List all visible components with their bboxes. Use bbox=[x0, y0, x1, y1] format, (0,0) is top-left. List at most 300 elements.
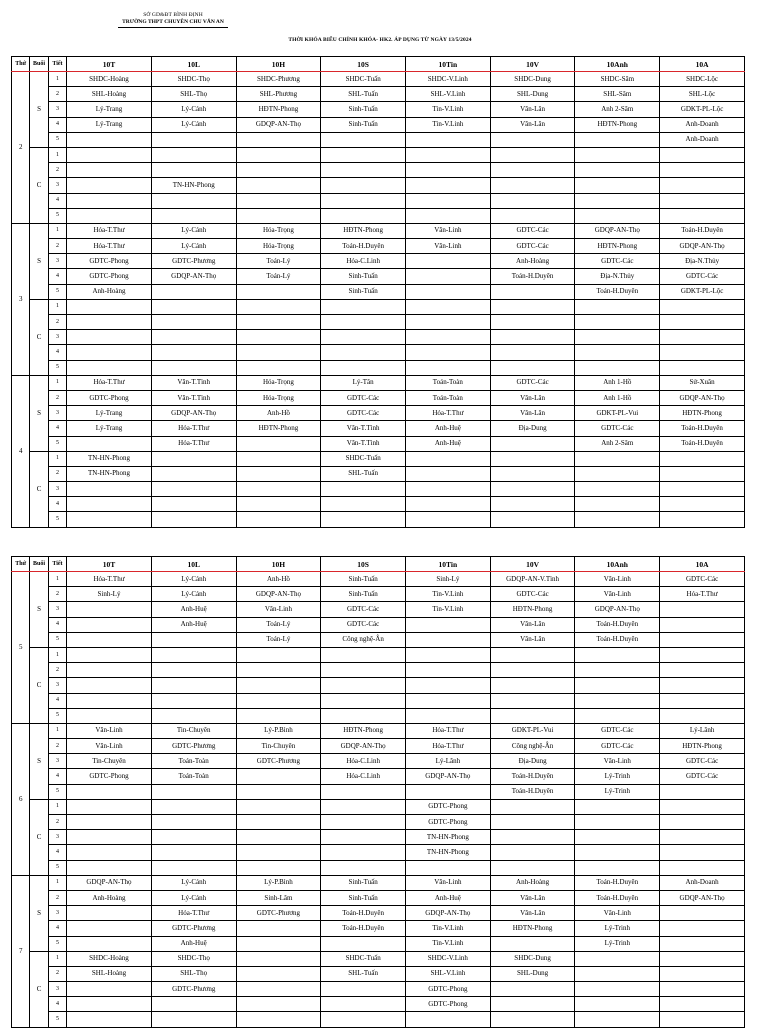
lesson-cell: SHDC-Dung bbox=[490, 951, 575, 966]
lesson-cell: GDTC-Các bbox=[490, 587, 575, 602]
lesson-cell: Hóa-T.Thư bbox=[67, 572, 152, 587]
lesson-cell: SHL-V.Linh bbox=[406, 966, 491, 981]
lesson-cell bbox=[660, 147, 745, 162]
lesson-cell bbox=[151, 345, 236, 360]
lesson-cell: Hóa-Trọng bbox=[236, 390, 321, 405]
lesson-cell: Lý-Tân bbox=[321, 375, 406, 390]
header-class: 10A bbox=[660, 57, 745, 72]
header-class: 10S bbox=[321, 557, 406, 572]
lesson-cell bbox=[151, 147, 236, 162]
period-cell: 5 bbox=[48, 784, 66, 799]
lesson-cell bbox=[236, 178, 321, 193]
lesson-cell bbox=[67, 602, 152, 617]
table-row bbox=[12, 102, 745, 117]
lesson-cell: Anh-Huệ bbox=[406, 436, 491, 451]
lesson-cell bbox=[660, 466, 745, 481]
lesson-cell: Hóa-Trọng bbox=[236, 223, 321, 238]
header-class: 10V bbox=[490, 57, 575, 72]
lesson-cell bbox=[321, 815, 406, 830]
lesson-cell bbox=[490, 1012, 575, 1027]
table-row bbox=[12, 132, 745, 147]
lesson-cell bbox=[236, 315, 321, 330]
lesson-cell: Hóa-T.Thư bbox=[151, 421, 236, 436]
period-cell: 2 bbox=[48, 239, 66, 254]
lesson-cell: GDKT-PL-Vui bbox=[490, 723, 575, 738]
lesson-cell: GDTC-Phong bbox=[67, 254, 152, 269]
lesson-cell bbox=[660, 906, 745, 921]
header-class: 10A bbox=[660, 557, 745, 572]
lesson-cell: Toán-H.Duyên bbox=[490, 784, 575, 799]
lesson-cell: Toán-H.Duyên bbox=[575, 632, 660, 647]
lesson-cell bbox=[67, 163, 152, 178]
lesson-cell bbox=[406, 284, 491, 299]
lesson-cell: SHL-Dung bbox=[490, 966, 575, 981]
lesson-cell bbox=[406, 678, 491, 693]
session-cell: C bbox=[30, 451, 48, 527]
table-row bbox=[12, 239, 745, 254]
lesson-cell bbox=[575, 982, 660, 997]
table-row bbox=[12, 723, 745, 738]
period-cell: 2 bbox=[48, 663, 66, 678]
period-cell: 3 bbox=[48, 830, 66, 845]
lesson-cell bbox=[236, 997, 321, 1012]
timetable-title: THỜI KHÓA BIỂU CHÍNH KHÓA- HK2. ÁP DỤNG TỪ NGÀY 13/5/2024 bbox=[288, 37, 472, 43]
lesson-cell: SHL-Tuấn bbox=[321, 966, 406, 981]
table-row bbox=[12, 72, 745, 87]
lesson-cell: Toán-H.Duyên bbox=[660, 223, 745, 238]
lesson-cell bbox=[406, 269, 491, 284]
lesson-cell: Lý-Cảnh bbox=[151, 587, 236, 602]
lesson-cell: Toán-Toàn bbox=[406, 375, 491, 390]
lesson-cell bbox=[151, 284, 236, 299]
lesson-cell bbox=[321, 997, 406, 1012]
day-cell: 4 bbox=[12, 375, 30, 527]
department-name: SỞ GD&ĐT BÌNH ĐỊNH bbox=[143, 12, 203, 18]
lesson-cell: Anh-Hồ bbox=[236, 572, 321, 587]
lesson-cell bbox=[236, 982, 321, 997]
lesson-cell: Hóa-T.Thư bbox=[660, 587, 745, 602]
lesson-cell bbox=[67, 299, 152, 314]
lesson-cell bbox=[406, 512, 491, 527]
lesson-cell: Anh-Doanh bbox=[660, 132, 745, 147]
lesson-cell: Tin-V.Linh bbox=[406, 117, 491, 132]
lesson-cell: SHDC-V.Linh bbox=[406, 951, 491, 966]
table-row bbox=[12, 982, 745, 997]
lesson-cell: GDTC-Phương bbox=[236, 906, 321, 921]
lesson-cell: GDQP-AN-Thọ bbox=[406, 769, 491, 784]
lesson-cell bbox=[321, 345, 406, 360]
lesson-cell bbox=[490, 147, 575, 162]
lesson-cell bbox=[660, 617, 745, 632]
header-session: Buổi bbox=[30, 557, 48, 572]
lesson-cell bbox=[321, 178, 406, 193]
table-row bbox=[12, 678, 745, 693]
lesson-cell bbox=[575, 360, 660, 375]
lesson-cell bbox=[236, 345, 321, 360]
lesson-cell bbox=[236, 784, 321, 799]
period-cell: 5 bbox=[48, 936, 66, 951]
lesson-cell bbox=[575, 451, 660, 466]
lesson-cell: GDQP-AN-Thọ bbox=[406, 906, 491, 921]
lesson-cell bbox=[236, 451, 321, 466]
lesson-cell bbox=[575, 193, 660, 208]
period-cell: 2 bbox=[48, 966, 66, 981]
lesson-cell: GDQP-AN-Thọ bbox=[67, 875, 152, 890]
lesson-cell bbox=[490, 845, 575, 860]
period-cell: 5 bbox=[48, 208, 66, 223]
lesson-cell bbox=[151, 799, 236, 814]
lesson-cell bbox=[67, 815, 152, 830]
document-header bbox=[108, 12, 238, 28]
lesson-cell bbox=[660, 784, 745, 799]
lesson-cell bbox=[321, 678, 406, 693]
lesson-cell bbox=[490, 360, 575, 375]
table-row bbox=[12, 784, 745, 799]
lesson-cell bbox=[236, 299, 321, 314]
period-cell: 3 bbox=[48, 406, 66, 421]
lesson-cell bbox=[67, 208, 152, 223]
lesson-cell bbox=[490, 451, 575, 466]
lesson-cell: Lý-Trinh bbox=[575, 784, 660, 799]
lesson-cell bbox=[151, 330, 236, 345]
lesson-cell: Sinh-Tuấn bbox=[321, 117, 406, 132]
lesson-cell bbox=[660, 512, 745, 527]
lesson-cell: SHL-Tuấn bbox=[321, 87, 406, 102]
lesson-cell: TN-HN-Phong bbox=[67, 451, 152, 466]
lesson-cell bbox=[660, 921, 745, 936]
lesson-cell bbox=[406, 860, 491, 875]
lesson-cell bbox=[575, 663, 660, 678]
lesson-cell bbox=[236, 845, 321, 860]
lesson-cell bbox=[490, 345, 575, 360]
lesson-cell bbox=[660, 345, 745, 360]
lesson-cell bbox=[406, 193, 491, 208]
lesson-cell bbox=[406, 147, 491, 162]
lesson-cell: GDTC-Các bbox=[321, 602, 406, 617]
lesson-cell bbox=[67, 345, 152, 360]
lesson-cell: Anh-Doanh bbox=[660, 875, 745, 890]
lesson-cell: Văn-Lân bbox=[490, 117, 575, 132]
lesson-cell: GDQP-AN-Thọ bbox=[236, 587, 321, 602]
table-row bbox=[12, 482, 745, 497]
table-row bbox=[12, 117, 745, 132]
lesson-cell: GDQP-AN-Thọ bbox=[575, 223, 660, 238]
table-row bbox=[12, 299, 745, 314]
period-cell: 4 bbox=[48, 193, 66, 208]
table-row bbox=[12, 830, 745, 845]
lesson-cell bbox=[660, 860, 745, 875]
table-row bbox=[12, 951, 745, 966]
session-cell: C bbox=[30, 951, 48, 1027]
period-cell: 1 bbox=[48, 572, 66, 587]
lesson-cell: Lý-Trinh bbox=[575, 921, 660, 936]
table-row bbox=[12, 315, 745, 330]
lesson-cell: Anh-Hoàng bbox=[490, 254, 575, 269]
table-row bbox=[12, 663, 745, 678]
lesson-cell bbox=[660, 178, 745, 193]
lesson-cell: Toán-Lý bbox=[236, 254, 321, 269]
lesson-cell bbox=[660, 1012, 745, 1027]
lesson-cell bbox=[575, 497, 660, 512]
lesson-cell bbox=[67, 330, 152, 345]
lesson-cell bbox=[67, 1012, 152, 1027]
lesson-cell bbox=[67, 830, 152, 845]
lesson-cell bbox=[151, 315, 236, 330]
lesson-cell: Tin-V.Linh bbox=[406, 921, 491, 936]
lesson-cell: GDTC-Các bbox=[660, 572, 745, 587]
lesson-cell: SHDC-Tuấn bbox=[321, 951, 406, 966]
lesson-cell bbox=[575, 997, 660, 1012]
lesson-cell: Văn-T.Tình bbox=[151, 390, 236, 405]
lesson-cell: GDTC-Phương bbox=[151, 921, 236, 936]
table-row bbox=[12, 602, 745, 617]
lesson-cell bbox=[321, 784, 406, 799]
lesson-cell: SHDC-Tuấn bbox=[321, 451, 406, 466]
period-cell: 3 bbox=[48, 330, 66, 345]
lesson-cell bbox=[236, 284, 321, 299]
lesson-cell bbox=[236, 497, 321, 512]
lesson-cell bbox=[321, 163, 406, 178]
period-cell: 5 bbox=[48, 632, 66, 647]
lesson-cell: Văn-T.Tình bbox=[321, 421, 406, 436]
table-row bbox=[12, 860, 745, 875]
period-cell: 4 bbox=[48, 345, 66, 360]
lesson-cell: GDQP-AN-Thọ bbox=[151, 269, 236, 284]
lesson-cell bbox=[660, 708, 745, 723]
header-class: 10T bbox=[67, 557, 152, 572]
table-row bbox=[12, 572, 745, 587]
period-cell: 3 bbox=[48, 906, 66, 921]
period-cell: 2 bbox=[48, 315, 66, 330]
lesson-cell bbox=[236, 951, 321, 966]
lesson-cell: Hóa-T.Thư bbox=[406, 723, 491, 738]
lesson-cell: Anh-Doanh bbox=[660, 117, 745, 132]
lesson-cell: Sinh-Lý bbox=[406, 572, 491, 587]
lesson-cell: Anh 2-Sâm bbox=[575, 436, 660, 451]
lesson-cell bbox=[236, 330, 321, 345]
lesson-cell bbox=[236, 830, 321, 845]
lesson-cell bbox=[660, 330, 745, 345]
lesson-cell bbox=[490, 936, 575, 951]
lesson-cell: Hóa-C.Linh bbox=[321, 754, 406, 769]
lesson-cell: Anh-Hoàng bbox=[67, 284, 152, 299]
period-cell: 5 bbox=[48, 360, 66, 375]
lesson-cell: Anh-Huệ bbox=[151, 936, 236, 951]
lesson-cell: Lý-P.Bình bbox=[236, 723, 321, 738]
session-cell: C bbox=[30, 147, 48, 223]
lesson-cell bbox=[151, 647, 236, 662]
lesson-cell bbox=[490, 436, 575, 451]
lesson-cell: Toán-H.Duyên bbox=[321, 239, 406, 254]
lesson-cell: Hóa-T.Thư bbox=[151, 906, 236, 921]
lesson-cell bbox=[151, 693, 236, 708]
table-row bbox=[12, 921, 745, 936]
lesson-cell: HĐTN-Phong bbox=[575, 117, 660, 132]
lesson-cell bbox=[151, 1012, 236, 1027]
lesson-cell bbox=[490, 663, 575, 678]
lesson-cell bbox=[67, 860, 152, 875]
lesson-cell: Sinh-Tuấn bbox=[321, 102, 406, 117]
period-cell: 1 bbox=[48, 223, 66, 238]
lesson-cell: SHL-Dung bbox=[490, 87, 575, 102]
lesson-cell: Hóa-Trọng bbox=[236, 239, 321, 254]
lesson-cell: GDKT-PL-Vui bbox=[575, 406, 660, 421]
lesson-cell bbox=[67, 693, 152, 708]
period-cell: 4 bbox=[48, 617, 66, 632]
lesson-cell bbox=[406, 254, 491, 269]
lesson-cell: HĐTN-Phong bbox=[490, 921, 575, 936]
lesson-cell bbox=[321, 647, 406, 662]
lesson-cell bbox=[236, 769, 321, 784]
lesson-cell bbox=[321, 512, 406, 527]
lesson-cell: GDTC-Phong bbox=[406, 799, 491, 814]
period-cell: 2 bbox=[48, 163, 66, 178]
period-cell: 2 bbox=[48, 739, 66, 754]
lesson-cell bbox=[406, 1012, 491, 1027]
lesson-cell: Văn-Lân bbox=[490, 617, 575, 632]
lesson-cell bbox=[406, 497, 491, 512]
period-cell: 5 bbox=[48, 512, 66, 527]
lesson-cell: Văn-T.Tình bbox=[151, 375, 236, 390]
lesson-cell bbox=[490, 815, 575, 830]
table-row bbox=[12, 360, 745, 375]
lesson-cell: Hóa-T.Thư bbox=[151, 436, 236, 451]
lesson-cell bbox=[575, 345, 660, 360]
lesson-cell: Hóa-T.Thư bbox=[406, 406, 491, 421]
lesson-cell bbox=[321, 147, 406, 162]
lesson-cell bbox=[406, 178, 491, 193]
lesson-cell: Hóa-T.Thư bbox=[67, 239, 152, 254]
period-cell: 5 bbox=[48, 284, 66, 299]
lesson-cell bbox=[490, 678, 575, 693]
header-row bbox=[12, 557, 745, 572]
lesson-cell: Địa-N.Thủy bbox=[660, 254, 745, 269]
lesson-cell bbox=[67, 936, 152, 951]
table-row bbox=[12, 845, 745, 860]
lesson-cell bbox=[406, 693, 491, 708]
lesson-cell: Lý-Lãnh bbox=[660, 723, 745, 738]
lesson-cell: SHDC-Sâm bbox=[575, 72, 660, 87]
lesson-cell: Sinh-Tuấn bbox=[321, 284, 406, 299]
lesson-cell bbox=[660, 208, 745, 223]
table-row bbox=[12, 345, 745, 360]
lesson-cell bbox=[67, 845, 152, 860]
lesson-cell bbox=[321, 132, 406, 147]
period-cell: 2 bbox=[48, 890, 66, 905]
lesson-cell bbox=[660, 299, 745, 314]
period-cell: 5 bbox=[48, 708, 66, 723]
lesson-cell bbox=[660, 966, 745, 981]
lesson-cell bbox=[406, 315, 491, 330]
lesson-cell: TN-HN-Phong bbox=[406, 830, 491, 845]
table-row bbox=[12, 769, 745, 784]
lesson-cell: SHDC-Hoàng bbox=[67, 951, 152, 966]
table-row bbox=[12, 330, 745, 345]
session-cell: S bbox=[30, 572, 48, 648]
lesson-cell: Anh-Hồ bbox=[236, 406, 321, 421]
lesson-cell bbox=[67, 436, 152, 451]
lesson-cell: Lý-P.Bình bbox=[236, 875, 321, 890]
lesson-cell: Sinh-Tuấn bbox=[321, 572, 406, 587]
lesson-cell: Toán-H.Duyên bbox=[490, 769, 575, 784]
lesson-cell bbox=[406, 708, 491, 723]
lesson-cell: Toán-H.Duyên bbox=[575, 617, 660, 632]
session-cell: S bbox=[30, 375, 48, 451]
lesson-cell bbox=[490, 193, 575, 208]
lesson-cell bbox=[575, 147, 660, 162]
lesson-cell bbox=[575, 512, 660, 527]
lesson-cell: GDTC-Phương bbox=[151, 254, 236, 269]
lesson-cell bbox=[321, 936, 406, 951]
lesson-cell bbox=[236, 436, 321, 451]
lesson-cell: Lý-Trinh bbox=[575, 936, 660, 951]
session-cell: S bbox=[30, 72, 48, 148]
period-cell: 4 bbox=[48, 845, 66, 860]
table-row bbox=[12, 1012, 745, 1027]
table-row bbox=[12, 936, 745, 951]
lesson-cell bbox=[406, 132, 491, 147]
table-row bbox=[12, 497, 745, 512]
lesson-cell bbox=[660, 663, 745, 678]
lesson-cell: Văn-Linh bbox=[575, 906, 660, 921]
lesson-cell bbox=[406, 617, 491, 632]
lesson-cell bbox=[151, 678, 236, 693]
header-day: Thứ bbox=[12, 557, 30, 572]
table-row bbox=[12, 269, 745, 284]
lesson-cell: Anh 1-Hồ bbox=[575, 390, 660, 405]
table-row bbox=[12, 421, 745, 436]
lesson-cell: Lý-Cảnh bbox=[151, 117, 236, 132]
lesson-cell: TN-HN-Phong bbox=[67, 466, 152, 481]
lesson-cell: Tin-V.Linh bbox=[406, 936, 491, 951]
lesson-cell: Lý-Cảnh bbox=[151, 572, 236, 587]
lesson-cell: Sinh-Tuấn bbox=[321, 269, 406, 284]
lesson-cell: Văn-Lân bbox=[490, 632, 575, 647]
lesson-cell bbox=[660, 163, 745, 178]
lesson-cell bbox=[151, 497, 236, 512]
lesson-cell: Văn-Linh bbox=[406, 223, 491, 238]
lesson-cell bbox=[575, 845, 660, 860]
lesson-cell: SHDC-Lộc bbox=[660, 72, 745, 87]
lesson-cell bbox=[321, 1012, 406, 1027]
session-cell: S bbox=[30, 223, 48, 299]
table-row bbox=[12, 193, 745, 208]
lesson-cell bbox=[660, 315, 745, 330]
lesson-cell bbox=[321, 299, 406, 314]
lesson-cell: GDTC-Các bbox=[575, 254, 660, 269]
lesson-cell: Địa-Dung bbox=[490, 754, 575, 769]
lesson-cell: Công nghệ-Ân bbox=[490, 739, 575, 754]
lesson-cell: Lý-Trang bbox=[67, 102, 152, 117]
lesson-cell bbox=[575, 951, 660, 966]
lesson-cell bbox=[151, 663, 236, 678]
lesson-cell bbox=[490, 982, 575, 997]
table-row bbox=[12, 406, 745, 421]
lesson-cell bbox=[151, 132, 236, 147]
lesson-cell bbox=[660, 647, 745, 662]
period-cell: 4 bbox=[48, 421, 66, 436]
lesson-cell: Toán-H.Duyên bbox=[575, 890, 660, 905]
lesson-cell: HĐTN-Phong bbox=[575, 239, 660, 254]
lesson-cell: Hóa-Trọng bbox=[236, 375, 321, 390]
lesson-cell bbox=[575, 799, 660, 814]
lesson-cell bbox=[575, 315, 660, 330]
lesson-cell: SHDC-Tuấn bbox=[321, 72, 406, 87]
lesson-cell: Toán-H.Duyên bbox=[575, 875, 660, 890]
lesson-cell: Toán-Toàn bbox=[151, 769, 236, 784]
lesson-cell bbox=[406, 663, 491, 678]
lesson-cell bbox=[321, 497, 406, 512]
